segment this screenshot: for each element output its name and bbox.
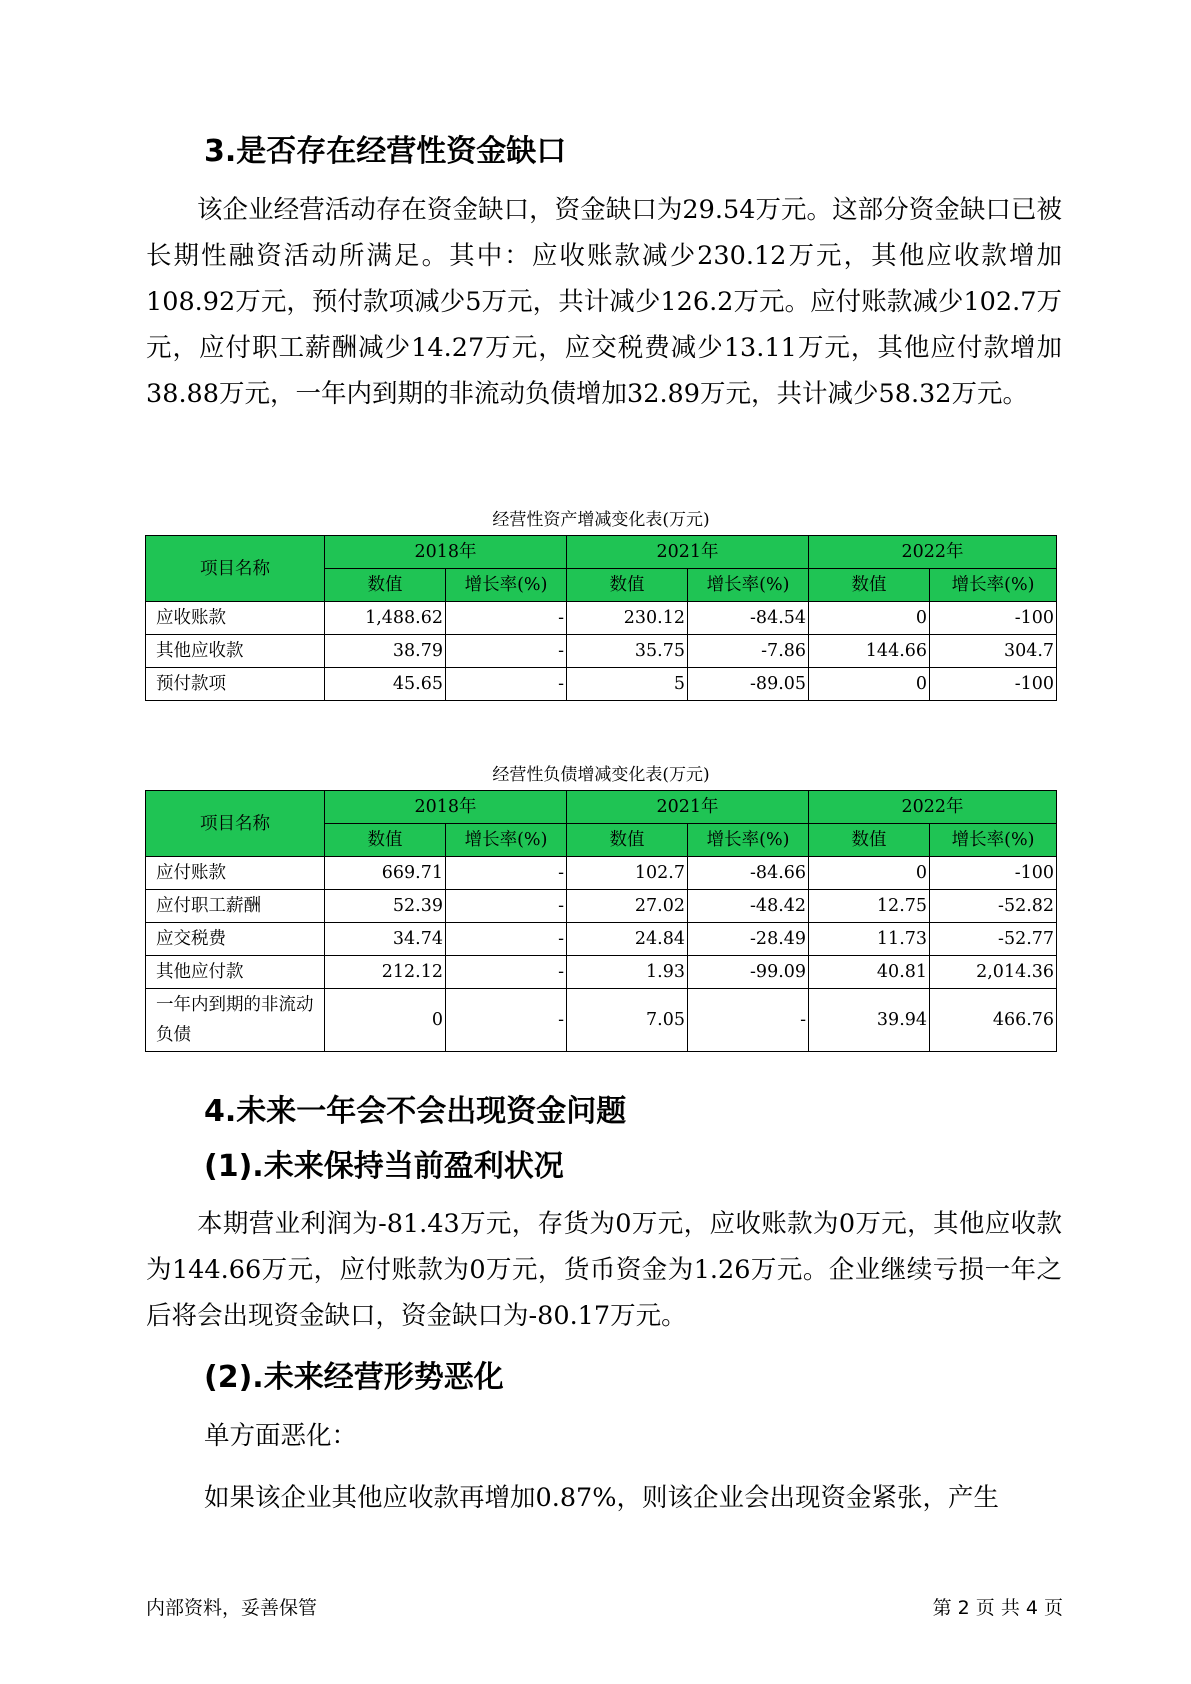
cell: -100 — [930, 602, 1057, 635]
cell: -52.77 — [930, 923, 1057, 956]
year-header: 2018年 — [325, 791, 567, 824]
value-header: 数值 — [567, 824, 688, 857]
cell: - — [446, 668, 567, 701]
section-3-paragraph: 该企业经营活动存在资金缺口，资金缺口为29.54万元。这部分资金缺口已被长期性融资活动所满足。其中：应收账款减少230.12万元，其他应收款增加108.92万元，预付款项减少5万元，共计减少126.2万元。应付账款减少102.7万元，应付职工薪酬减少14.27万元，应交税费减少13.11万元，其他应付款增加38.88万元，一年内到期的非流动负债增加32.89万元，共计减少58.32万元。 — [146, 195, 1062, 409]
cell: - — [446, 956, 567, 989]
table-row — [146, 890, 1057, 923]
cell: 144.66 — [809, 635, 930, 668]
cell: - — [446, 635, 567, 668]
rate-header: 增长率(%) — [446, 824, 567, 857]
cell: 39.94 — [809, 989, 930, 1052]
table-row — [146, 668, 1057, 701]
rate-header: 增长率(%) — [930, 824, 1057, 857]
value-header: 数值 — [809, 824, 930, 857]
cell: 102.7 — [567, 857, 688, 890]
cell: 34.74 — [325, 923, 446, 956]
subsection-2-line: 如果该企业其他应收款再增加0.87%，则该企业会出现资金紧张，产生 — [204, 1483, 1000, 1513]
cell: - — [446, 989, 567, 1052]
cell: 24.84 — [567, 923, 688, 956]
row-name: 应交税费 — [146, 923, 325, 956]
subsection-1-paragraph: 本期营业利润为-81.43万元，存货为0万元，应收账款为0万元，其他应收款为144.66万元，应付账款为0万元，货币资金为1.26万元。企业继续亏损一年之后将会出现资金缺口，资金缺口为-80.17万元。 — [146, 1209, 1062, 1331]
cell: -100 — [930, 857, 1057, 890]
cell: 5 — [567, 668, 688, 701]
liabilities-table — [145, 790, 1057, 1052]
cell: -84.66 — [688, 857, 809, 890]
cell: -84.54 — [688, 602, 809, 635]
subsection-2-line: 单方面恶化： — [204, 1421, 358, 1451]
cell: - — [446, 857, 567, 890]
cell: 45.65 — [325, 668, 446, 701]
subsection-2-heading: (2).未来经营形势恶化 — [204, 1360, 504, 1395]
cell: -28.49 — [688, 923, 809, 956]
cell: - — [446, 602, 567, 635]
rate-header: 增长率(%) — [688, 569, 809, 602]
cell: 38.79 — [325, 635, 446, 668]
cell: - — [446, 923, 567, 956]
item-name-header: 项目名称 — [146, 536, 325, 602]
year-header: 2021年 — [567, 791, 809, 824]
assets-table — [145, 535, 1057, 701]
value-header: 数值 — [567, 569, 688, 602]
table-row — [146, 956, 1057, 989]
value-header: 数值 — [325, 824, 446, 857]
cell: 0 — [809, 602, 930, 635]
row-name: 其他应收款 — [146, 635, 325, 668]
cell: -48.42 — [688, 890, 809, 923]
cell: 669.71 — [325, 857, 446, 890]
table-row — [146, 602, 1057, 635]
cell: -99.09 — [688, 956, 809, 989]
cell: -52.82 — [930, 890, 1057, 923]
value-header: 数值 — [809, 569, 930, 602]
cell: 2,014.36 — [930, 956, 1057, 989]
subsection-1-heading: (1).未来保持当前盈利状况 — [204, 1149, 564, 1184]
cell: - — [688, 989, 809, 1052]
value-header: 数值 — [325, 569, 446, 602]
liabilities-table-caption: 经营性负债增减变化表(万元) — [492, 765, 710, 785]
cell: -7.86 — [688, 635, 809, 668]
row-name: 应收账款 — [146, 602, 325, 635]
row-name: 应付账款 — [146, 857, 325, 890]
cell: 1,488.62 — [325, 602, 446, 635]
row-name: 预付款项 — [146, 668, 325, 701]
rate-header: 增长率(%) — [688, 824, 809, 857]
cell: -100 — [930, 668, 1057, 701]
row-name: 其他应付款 — [146, 956, 325, 989]
assets-table-caption: 经营性资产增减变化表(万元) — [492, 510, 710, 530]
year-header: 2021年 — [567, 536, 809, 569]
cell: 466.76 — [930, 989, 1057, 1052]
table-row — [146, 857, 1057, 890]
year-header: 2022年 — [809, 791, 1057, 824]
cell: 0 — [325, 989, 446, 1052]
cell: 230.12 — [567, 602, 688, 635]
cell: 52.39 — [325, 890, 446, 923]
footer-confidential-note: 内部资料，妥善保管 — [146, 1597, 318, 1619]
cell: 12.75 — [809, 890, 930, 923]
cell: 304.7 — [930, 635, 1057, 668]
table-row — [146, 635, 1057, 668]
rate-header: 增长率(%) — [930, 569, 1057, 602]
cell: -89.05 — [688, 668, 809, 701]
item-name-header: 项目名称 — [146, 791, 325, 857]
cell: - — [446, 890, 567, 923]
section-4-heading: 4.未来一年会不会出现资金问题 — [204, 1094, 627, 1129]
cell: 1.93 — [567, 956, 688, 989]
cell: 7.05 — [567, 989, 688, 1052]
table-row — [146, 923, 1057, 956]
cell: 40.81 — [809, 956, 930, 989]
year-header: 2018年 — [325, 536, 567, 569]
cell: 212.12 — [325, 956, 446, 989]
year-header: 2022年 — [809, 536, 1057, 569]
cell: 0 — [809, 668, 930, 701]
footer-page-number: 第 2 页 共 4 页 — [932, 1597, 1063, 1619]
rate-header: 增长率(%) — [446, 569, 567, 602]
cell: 11.73 — [809, 923, 930, 956]
cell: 35.75 — [567, 635, 688, 668]
cell: 0 — [809, 857, 930, 890]
row-name: 一年内到期的非流动负债 — [146, 989, 325, 1052]
cell: 27.02 — [567, 890, 688, 923]
section-3-heading: 3.是否存在经营性资金缺口 — [204, 134, 567, 169]
table-row — [146, 989, 1057, 1052]
row-name: 应付职工薪酬 — [146, 890, 325, 923]
